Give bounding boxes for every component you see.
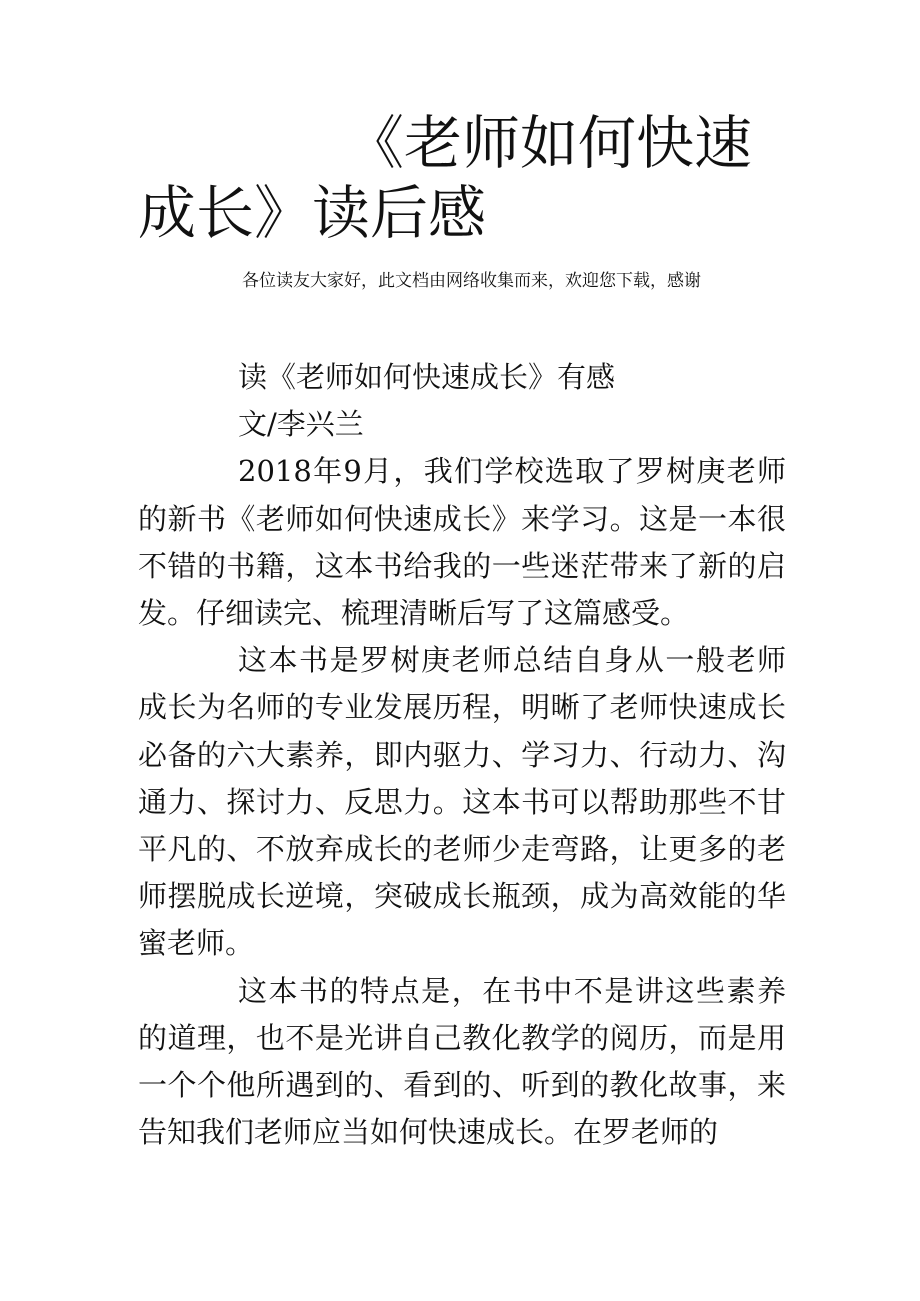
document-title: 《老师如何快速成长》读后感 <box>138 109 753 247</box>
paragraph: 2018年9月，我们学校选取了罗树庚老师的新书《老师如何快速成长》来学习。这是一本很不错的书籍，这本书给我的一些迷茫带来了新的启发。仔细读完、梳理清晰后写了这篇感受。 <box>138 454 786 631</box>
download-notice: 各位读友大家好，此文档由网络收集而来，欢迎您下载，感谢 <box>242 271 701 291</box>
essay-subtitle: 读《老师如何快速成长》有感 <box>238 360 616 394</box>
essay-author: 文/李兴兰 <box>238 407 364 442</box>
paragraph: 这本书的特点是，在书中不是讲这些素养的道理，也不是光讲自己教化教学的阅历，而是用一个个他所遇到的、看到的、听到的教化故事，来告知我们老师应当如何快速成长。在罗老师的 <box>138 973 786 1150</box>
document-body <box>138 354 786 1156</box>
paragraph: 这本书是罗树庚老师总结自身从一般老师成长为名师的专业发展历程，明晰了老师快速成长必备的六大素养，即内驱力、学习力、行动力、沟通力、探讨力、反思力。这本书可以帮助那些不甘平凡的、不放弃成长的老师少走弯路，让更多的老师摆脱成长逆境，突破成长瓶颈，成为高效能的华蜜老师。 <box>138 643 786 961</box>
